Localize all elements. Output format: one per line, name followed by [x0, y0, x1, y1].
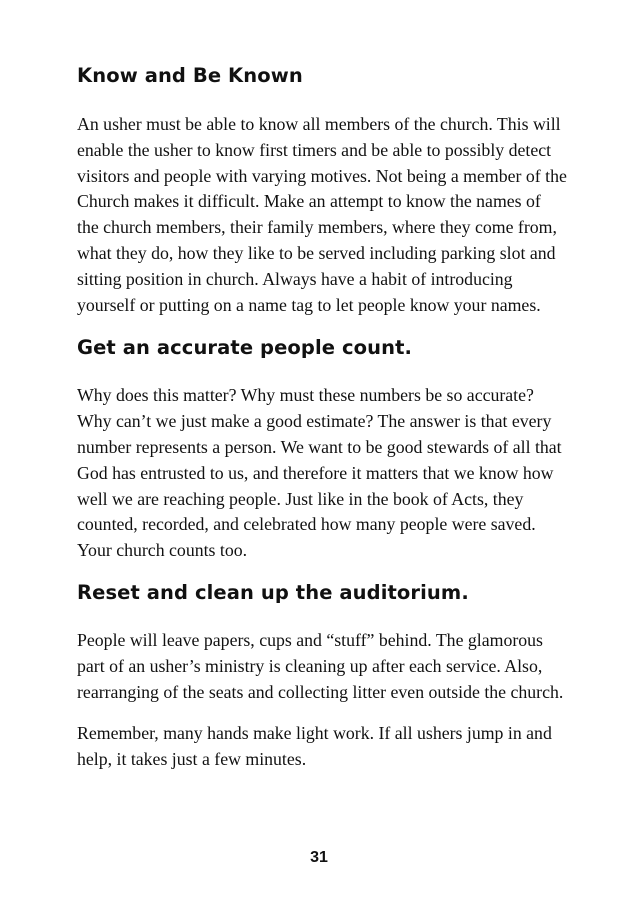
page-number: 31 — [310, 849, 328, 866]
page-content — [77, 62, 567, 773]
section-heading-reset-and-clean-up: Reset and clean up the auditorium. — [77, 580, 469, 604]
section-heading-know-and-be-known: Know and Be Known — [77, 64, 303, 87]
section-heading-accurate-people-count: Get an accurate people count. — [77, 336, 413, 360]
section-paragraph-accurate-people-count: Why does this matter? Why must these numbers be so accurate? Why can’t we just make a good estimate? The answer is that every number represents a person. We want to be good stewards of all that God has entrusted to us, and therefore it matters that we know how well we are reaching people. Just like in the book of Acts, they counted, recorded, and celebrated how many people were saved. Your church counts too. — [77, 385, 562, 561]
section-paragraph-reset-and-clean-up: People will leave papers, cups and “stuff” behind. The glamorous part of an usher’s ministry is cleaning up after each service. Also, rearranging of the seats and collecting litter even outside the church. — [77, 629, 564, 702]
section-paragraph-many-hands: Remember, many hands make light work. If all ushers jump in and help, it takes just a few minutes. — [77, 723, 552, 770]
section-paragraph-know-and-be-known: An usher must be able to know all members of the church. This will enable the usher to know first timers and be able to possibly detect visitors and people with varying motives. Not being a member of the Church makes it difficult. Make an attempt to know the names of the church members, their family members, where they come from, what they do, how they like to be served including parking slot and sitting position in church. Always have a habit of introducing yourself or putting on a name tag to let people know your names. — [77, 114, 567, 315]
